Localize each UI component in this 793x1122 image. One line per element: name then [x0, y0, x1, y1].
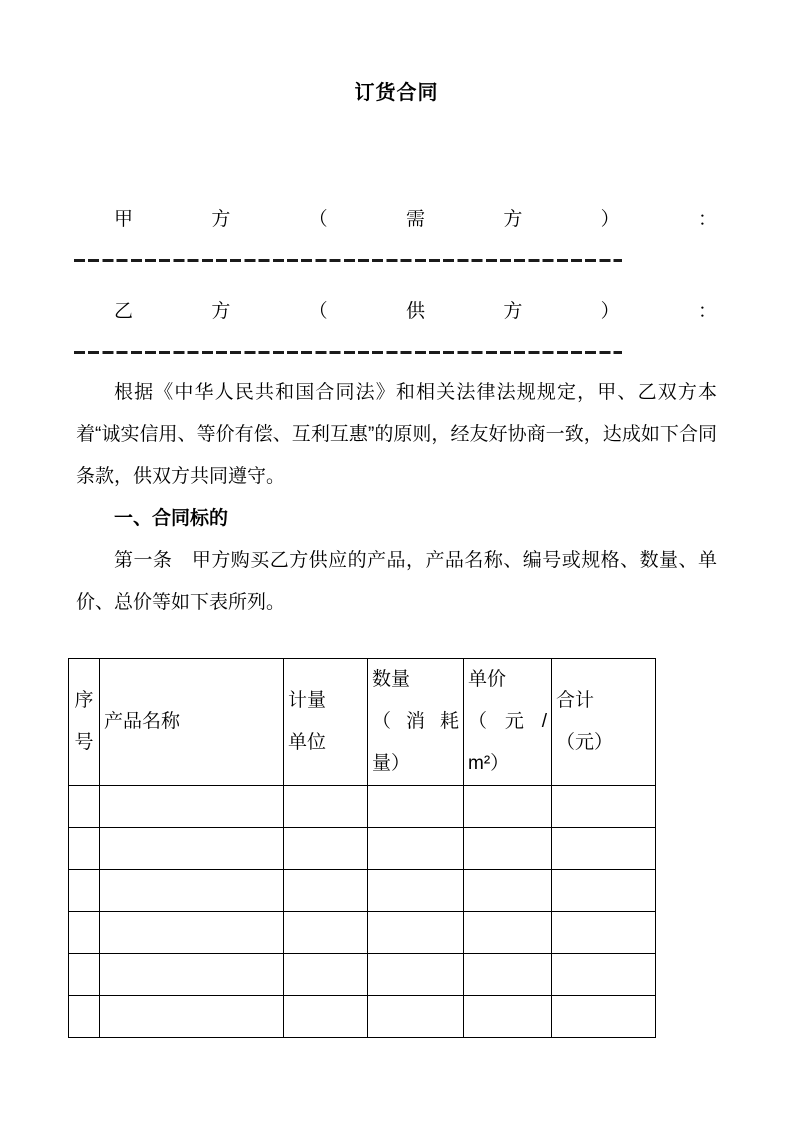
empty-cell [69, 786, 100, 828]
empty-table-row [69, 954, 656, 996]
empty-cell [464, 828, 552, 870]
clause-1-paragraph: 第一条 甲方购买乙方供应的产品，产品名称、编号或规格、数量、单价、总价等如下表所列。 [76, 550, 717, 613]
party-label-char: 方 [211, 300, 231, 322]
empty-cell [464, 870, 552, 912]
empty-cell [69, 828, 100, 870]
empty-cell [69, 870, 100, 912]
dashed-underline [74, 351, 622, 354]
empty-cell [368, 996, 464, 1038]
party-label-char: 方 [211, 208, 231, 230]
header-cell-line: （元） [556, 732, 614, 753]
empty-cell [284, 828, 368, 870]
empty-cell [284, 786, 368, 828]
dashed-underline [74, 259, 622, 262]
party-label-char: 需 [405, 208, 425, 230]
header-cell-line: （元/ [468, 711, 547, 732]
party-label-char: 甲 [114, 208, 134, 230]
party-b-label [114, 288, 717, 330]
empty-cell [284, 870, 368, 912]
empty-table-row [69, 828, 656, 870]
empty-cell [464, 996, 552, 1038]
empty-cell [284, 954, 368, 996]
empty-cell [69, 912, 100, 954]
empty-cell [368, 828, 464, 870]
table-body [69, 786, 656, 1038]
empty-cell [552, 870, 656, 912]
empty-cell [69, 954, 100, 996]
header-cell-line: 号 [74, 732, 94, 753]
empty-cell [284, 996, 368, 1038]
empty-cell [100, 786, 284, 828]
table-header-row [69, 659, 656, 786]
col-header-serial-number [69, 659, 100, 786]
header-cell-line: m²） [468, 753, 510, 774]
col-header-total [552, 659, 656, 786]
empty-table-row [69, 912, 656, 954]
empty-cell [552, 912, 656, 954]
party-label-char: 方 [503, 300, 523, 322]
empty-cell [464, 954, 552, 996]
empty-cell [552, 996, 656, 1038]
header-cell-line: 数量 [372, 669, 411, 690]
header-cell-line: 序 [74, 690, 94, 711]
document-title: 订货合同 [354, 82, 439, 104]
empty-cell [368, 954, 464, 996]
party-label-char: 方 [503, 208, 523, 230]
party-label-char: 乙 [114, 300, 134, 322]
empty-cell [100, 954, 284, 996]
empty-cell [100, 912, 284, 954]
header-cell-line: 量） [372, 753, 411, 774]
empty-cell [368, 870, 464, 912]
header-cell-line: 产品名称 [104, 711, 181, 732]
party-label-char: ： [697, 300, 717, 322]
col-header-quantity [368, 659, 464, 786]
col-header-unit-price [464, 659, 552, 786]
party-label-char: （ [308, 208, 328, 230]
intro-paragraph: 根据《中华人民共和国合同法》和相关法律法规规定，甲、乙双方本着“诚实信用、等价有偿、互利互惠”的原则，经友好协商一致，达成如下合同条款，供双方共同遵守。 [76, 382, 717, 487]
empty-cell [552, 954, 656, 996]
party-label-char: ： [697, 208, 717, 230]
empty-cell [464, 912, 552, 954]
party-label-char: 供 [405, 300, 425, 322]
section-1-heading: 一、合同标的 [114, 508, 229, 529]
empty-cell [100, 828, 284, 870]
empty-cell [552, 786, 656, 828]
header-cell-line: 计量 [288, 690, 327, 711]
empty-table-row [69, 870, 656, 912]
party-label-char: ） [600, 208, 620, 230]
empty-cell [100, 996, 284, 1038]
empty-table-row [69, 996, 656, 1038]
header-cell-line: （消耗 [372, 711, 459, 732]
empty-cell [552, 828, 656, 870]
empty-cell [100, 870, 284, 912]
header-cell-line: 合计 [556, 690, 595, 711]
empty-table-row [69, 786, 656, 828]
col-header-product-name [100, 659, 284, 786]
header-cell-line: 单价 [468, 669, 507, 690]
party-label-char: ） [600, 300, 620, 322]
col-header-measure-unit [284, 659, 368, 786]
party-a-fill-line [76, 238, 717, 280]
empty-cell [69, 996, 100, 1038]
party-b-fill-line [76, 330, 717, 372]
header-cell-line: 单位 [288, 732, 327, 753]
party-label-char: （ [308, 300, 328, 322]
party-a-label [114, 196, 717, 238]
goods-table [68, 658, 656, 1038]
empty-cell [464, 786, 552, 828]
empty-cell [368, 786, 464, 828]
empty-cell [368, 912, 464, 954]
empty-cell [284, 912, 368, 954]
